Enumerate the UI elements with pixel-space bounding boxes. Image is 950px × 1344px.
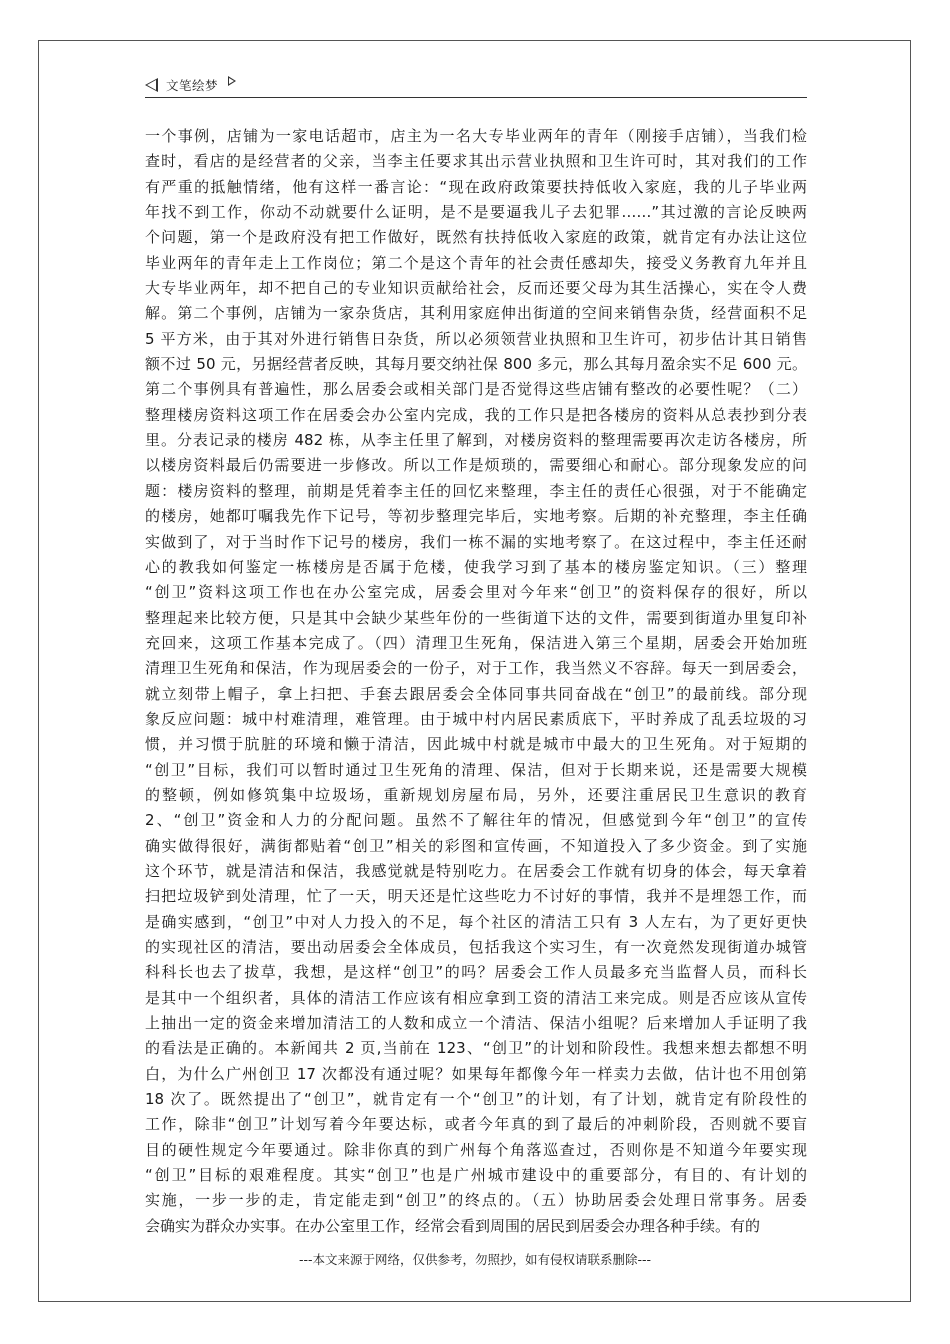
body-line: 5 平方米，由于其对外进行销售日杂货，所以必须领营业执照和卫生许可，初步估计其日销售 [145,329,807,348]
document-body [145,124,807,1239]
body-line: 18 次了。既然提出了“创卫”，就肯定有一个“创卫”的计划，有了计划，就肯定有阶段性的 [145,1090,807,1109]
body-line: 整理起来比较方便，只是其中会缺少某些年份的一些街道下达的文件，需要到街道办里复印补 [145,608,807,627]
body-line: 的整顿，例如修筑集中垃圾场，重新规划房屋布局，另外，还要注重居民卫生意识的教育 [145,785,807,804]
body-line: 扫把垃圾铲到处清理，忙了一天，明天还是忙这些吃力不讨好的事情，我并不是埋怨工作，而 [145,887,807,906]
body-line: 题：楼房资料的整理，前期是凭着李主任的回忆来整理，李主任的责任心很强，对于不能确定 [145,481,807,500]
body-line: 年找不到工作，你动不动就要什么证明，是不是要逼我儿子去犯罪……”其过激的言论反映两 [145,203,807,222]
body-line: 额不过 50 元，另据经营者反映，其每月要交纳社保 800 多元，那么其每月盈余实不足 600 元。 [145,355,807,374]
body-line: “创卫”资料这项工作也在办公室完成，居委会里对今年来“创卫”的资料保存的很好，所以 [145,583,807,602]
body-line: 解。第二个事例，店铺为一家杂货店，其利用家庭伸出街道的空间来销售杂货，经营面积不足 [145,304,807,323]
body-line: 的看法是正确的。本新闻共 2 页,当前在 123、“创卫”的计划和阶段性。我想来想去都想不明 [145,1039,807,1058]
footer-notice: ---本文来源于网络，仅供参考，勿照抄，如有侵权请联系删除--- [298,1252,652,1267]
body-line: 科科长也去了拔草，我想，是这样“创卫”的吗？居委会工作人员最多充当监督人员，而科长 [145,963,807,982]
body-line: 上抽出一定的资金来增加清洁工的人数和成立一个清洁、保洁小组呢？后来增加人手证明了我 [145,1014,807,1033]
body-line: 实施，一步一步的走，肯定能走到“创卫”的终点的。（五）协助居委会处理日常事务。居委 [145,1191,807,1210]
body-line: “创卫”目标的艰难程度。其实“创卫”也是广州城市建设中的重要部分，有目的、有计划的 [145,1166,807,1185]
body-line: 目的硬性规定今年要通过。除非你真的到广州每个角落巡查过，否则你是不知道今年要实现 [145,1140,807,1159]
body-line: 工作，除非“创卫”计划写着今年要达标，或者今年真的到了最后的冲刺阶段，否则就不要盲 [145,1115,807,1134]
body-line: 第二个事例具有普遍性，那么居委会或相关部门是否觉得这些店铺有整改的必要性呢？（二） [145,380,807,399]
right-triangle-icon [228,76,236,86]
body-line: 的楼房，她都叮嘱我先作下记号，等初步整理完毕后，实地考察。后期的补充整理，李主任确 [145,507,807,526]
body-line: 这个环节，就是清洁和保洁，我感觉就是特别吃力。在居委会工作就有切身的体会，每天拿着 [145,861,807,880]
body-line: 确实做得很好，满街都贴着“创卫”相关的彩图和宣传画，不知道投入了多少资金。到了实施 [145,836,807,855]
body-line: 会确实为群众办实事。在办公室里工作，经常会看到周围的居民到居委会办理各种手续。有的 [145,1216,761,1235]
body-line: 实做到了，对于当时作下记号的楼房，我们一栋不漏的实地考察了。在这过程中，李主任还耐 [145,532,807,551]
body-line: 白，为什么广州创卫 17 次都没有通过呢？如果每年都像今年一样卖力去做，估计也不用创第 [145,1064,807,1083]
header-brand: 文笔绘梦 [166,77,219,93]
body-line: 2、“创卫”资金和人力的分配问题。虽然不了解往年的情况，但感觉到今年“创卫”的宣传 [145,811,807,830]
body-line: 象反应问题：城中村难清理，难管理。由于城中村内居民素质底下，平时养成了乱丢垃圾的习 [145,709,807,728]
left-triangle-icon [145,78,158,92]
body-line: 有严重的抵触情绪，他有这样一番言论：“现在政府政策要扶持低收入家庭，我的儿子毕业两 [145,177,807,196]
body-line: 心的教我如何鉴定一栋楼房是否属于危楼，使我学习到了基本的楼房鉴定知识。（三）整理 [145,557,807,576]
body-line: 是确实感到，“创卫”中对人力投入的不足，每个社区的清洁工只有 3 人左右，为了更好更快 [145,912,807,931]
body-line: 惯，并习惯于肮脏的环境和懒于清洁，因此城中村就是城市中最大的卫生死角。对于短期的 [145,735,807,754]
body-line: 毕业两年的青年走上工作岗位；第二个是这个青年的社会责任感却失，接受义务教育九年并且 [145,253,807,272]
body-line: 整理楼房资料这项工作在居委会办公室内完成，我的工作只是把各楼房的资料从总表抄到分表 [145,405,807,424]
body-line: 大专毕业两年，却不把自己的专业知识贡献给社会，反而还要父母为其生活操心，实在令人费 [145,279,807,298]
body-line: 充回来，这项工作基本完成了。（四）清理卫生死角，保洁进入第三个星期，居委会开始加班 [145,633,807,652]
body-line: 以楼房资料最后仍需要进一步修改。所以工作是烦琐的，需要细心和耐心。部分现象发应的问 [145,456,807,475]
body-line: 清理卫生死角和保洁，作为现居委会的一份子，对于工作，我当然义不容辞。每天一到居委会， [145,659,807,678]
body-line: 的实现社区的清洁，要出动居委会全体成员，包括我这个实习生，有一次竟然发现街道办城管 [145,938,807,956]
page-header [145,72,807,98]
body-line: 一个事例，店铺为一家电话超市，店主为一名大专毕业两年的青年（刚接手店铺），当我们检 [145,127,807,145]
body-line: “创卫”目标，我们可以暂时通过卫生死角的清理、保洁，但对于长期来说，还是需要大规模 [145,760,807,779]
body-line: 查时，看店的是经营者的父亲，当李主任要求其出示营业执照和卫生许可时，其对我们的工作 [145,152,807,171]
body-line: 就立刻带上帽子，拿上扫把、手套去跟居委会全体同事共同奋战在“创卫”的最前线。部分现 [145,684,807,703]
body-line: 里。分表记录的楼房 482 栋，从李主任里了解到，对楼房资料的整理需要再次走访各楼房，所 [145,431,807,450]
body-line: 个问题，第一个是政府没有把工作做好，既然有扶持低收入家庭的政策，就肯定有办法让这位 [145,228,807,247]
body-line: 是其中一个组织者，具体的清洁工作应该有相应拿到工资的清洁工来完成。则是否应该从宣传 [145,988,807,1007]
